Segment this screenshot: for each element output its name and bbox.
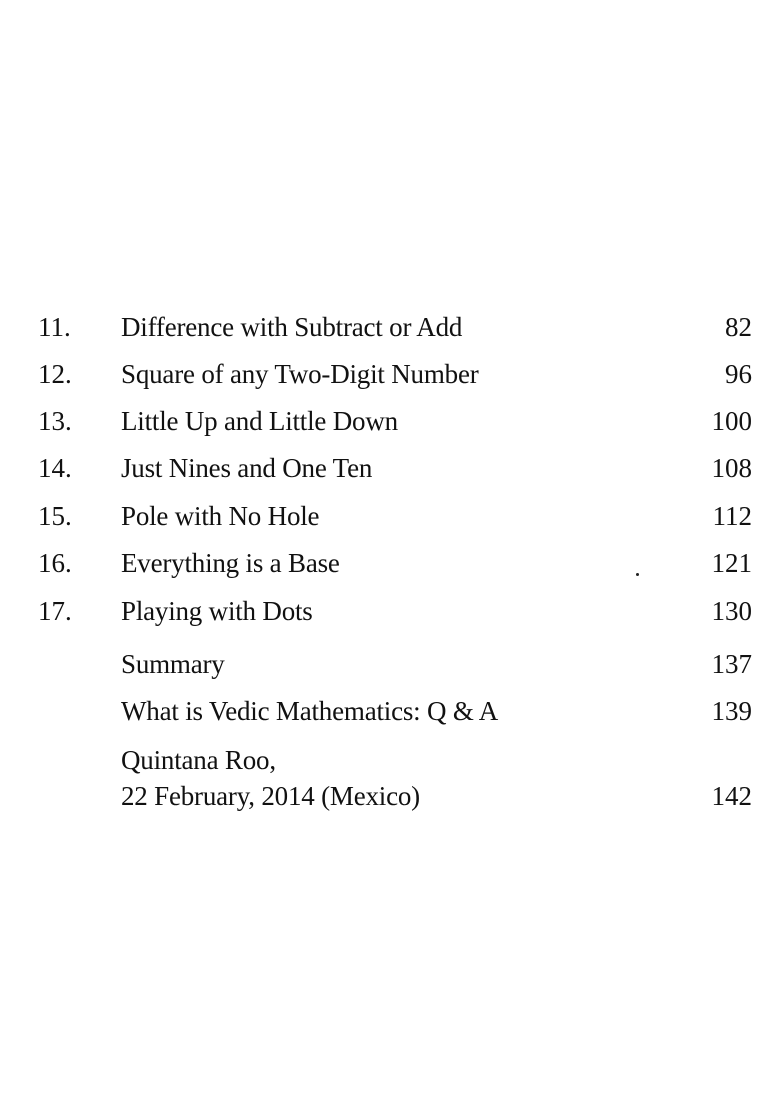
page-number: 108 xyxy=(711,453,752,483)
chapter-number: 14. xyxy=(38,453,72,483)
toc-entry-qa[interactable] xyxy=(0,693,780,729)
toc-entry[interactable] xyxy=(0,593,780,629)
toc-entry[interactable] xyxy=(0,450,780,486)
page-number: 137 xyxy=(711,649,752,679)
toc-entry[interactable] xyxy=(0,309,780,345)
chapter-title: Pole with No Hole xyxy=(121,501,320,531)
page-number: 100 xyxy=(711,406,752,436)
page-number: 130 xyxy=(711,596,752,626)
toc-entry[interactable] xyxy=(0,356,780,392)
toc-entry[interactable] xyxy=(0,403,780,439)
page-number: 139 xyxy=(711,696,752,726)
chapter-number: 17. xyxy=(38,596,72,626)
scan-speck xyxy=(636,573,639,576)
chapter-number: 16. xyxy=(38,548,72,578)
closing-place: Quintana Roo, xyxy=(121,745,276,775)
chapter-title: Just Nines and One Ten xyxy=(121,453,373,483)
toc-entry-summary[interactable] xyxy=(0,646,780,682)
toc-entry[interactable] xyxy=(0,545,780,581)
chapter-number: 11. xyxy=(38,312,71,342)
chapter-title: Square of any Two-Digit Number xyxy=(121,359,479,389)
chapter-title: Difference with Subtract or Add xyxy=(121,312,463,342)
chapter-number: 12. xyxy=(38,359,72,389)
chapter-number: 13. xyxy=(38,406,72,436)
page-number: 96 xyxy=(725,359,752,389)
page-number: 142 xyxy=(711,781,752,811)
section-title: Summary xyxy=(121,649,225,679)
page-number: 121 xyxy=(711,548,752,578)
closing-date: 22 February, 2014 (Mexico) xyxy=(121,781,420,811)
chapter-title: Everything is a Base xyxy=(121,548,340,578)
toc-entry[interactable] xyxy=(0,498,780,534)
section-title: What is Vedic Mathematics: Q & A xyxy=(121,696,499,726)
toc-entry-closing[interactable] xyxy=(0,742,780,814)
page-number: 112 xyxy=(712,501,752,531)
chapter-title: Playing with Dots xyxy=(121,596,313,626)
chapter-title: Little Up and Little Down xyxy=(121,406,398,436)
chapter-number: 15. xyxy=(38,501,72,531)
page-number: 82 xyxy=(725,312,752,342)
